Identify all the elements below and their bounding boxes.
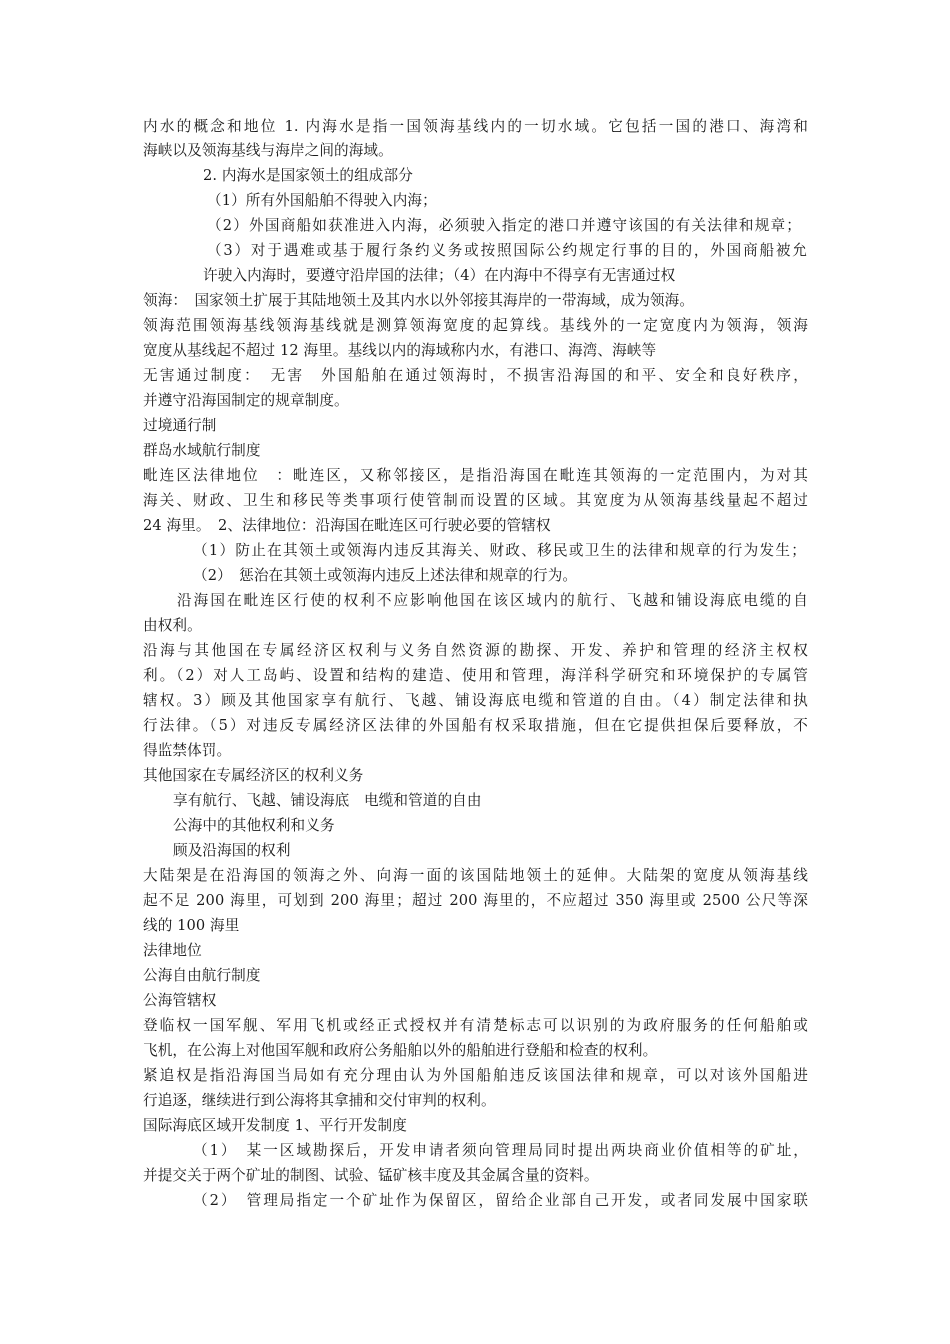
text-line: 海峡以及领海基线与海岸之间的海域。 [143, 142, 393, 159]
text-line: （1）所有外国船舶不得驶入内海； [207, 192, 437, 209]
text-line: 毗连区法律地位 ：毗连区，又称邻接区，是指沿海国在毗连其领海的一定范围内，为对其 [143, 467, 808, 484]
text-line: 过境通行制 [143, 417, 217, 434]
text-line: 内水的概念和地位 1. 内海水是指一国领海基线内的一切水域。它包括一国的港口、海湾和 [143, 118, 808, 135]
text-line: 飞机，在公海上对他国军舰和政府公务船舶以外的船舶进行登船和检查的权利。 [143, 1042, 658, 1059]
text-line: （1）防止在其领土或领海内违反其海关、财政、移民或卫生的法律和规章的行为发生； [193, 542, 806, 559]
text-line: 行追逐，继续进行到公海将其拿捕和交付审判的权利。 [143, 1092, 496, 1109]
text-line: 享有航行、飞越、铺设海底 电缆和管道的自由 [173, 792, 482, 809]
text-line: 群岛水域航行制度 [143, 442, 261, 459]
text-line: 利。（2）对人工岛屿、设置和结构的建造、使用和管理，海洋科学研究和环境保护的专属管 [143, 667, 808, 684]
text-line: 顾及沿海国的权利 [173, 842, 291, 859]
text-line: 由权利。 [143, 617, 202, 634]
text-line: 公海中的其他权利和义务 [173, 817, 335, 834]
text-line: 海关、财政、卫生和移民等类事项行使管制而设置的区域。其宽度为从领海基线量起不超过 [143, 492, 808, 509]
text-line: 并遵守沿海国制定的规章制度。 [143, 392, 349, 409]
text-line: 线的 100 海里 [143, 917, 240, 934]
text-line: 并提交关于两个矿址的制图、试验、锰矿核丰度及其金属含量的资料。 [143, 1167, 599, 1184]
text-line: 国际海底区域开发制度 1、平行开发制度 [143, 1117, 407, 1134]
text-line: 领海： 国家领土扩展于其陆地领土及其内水以外邻接其海岸的一带海域，成为领海。 [143, 292, 695, 309]
text-line: 2. 内海水是国家领土的组成部分 [203, 167, 413, 184]
text-line: 起不足 200 海里，可划到 200 海里；超过 200 海里的，不应超过 350 海里或 2500 公尺等深 [143, 892, 808, 909]
text-line: 得监禁体罚。 [143, 742, 232, 759]
text-line: 沿海与其他国在专属经济区权利与义务自然资源的勘探、开发、养护和管理的经济主权权 [143, 642, 808, 659]
text-line: （2） 惩治在其领土或领海内违反上述法律和规章的行为。 [193, 567, 578, 584]
text-line: 辖权。3）顾及其他国家享有航行、飞越、铺设海底电缆和管道的自由。（4）制定法律和执 [143, 692, 808, 709]
text-line: 登临权一国军舰、军用飞机或经正式授权并有清楚标志可以识别的为政府服务的任何船舶或 [143, 1017, 808, 1034]
text-line: 无害通过制度： 无害 外国船舶在通过领海时，不损害沿海国的和平、安全和良好秩序， [143, 367, 808, 384]
text-line: 领海范围领海基线领海基线就是测算领海宽度的起算线。基线外的一定宽度内为领海，领海 [143, 317, 808, 334]
text-line: 许驶入内海时，要遵守沿岸国的法律；（4）在内海中不得享有无害通过权 [203, 267, 676, 284]
text-line: 公海管辖权 [143, 992, 217, 1009]
text-line: 紧追权是指沿海国当局如有充分理由认为外国船舶违反该国法律和规章，可以对该外国船进 [143, 1067, 808, 1084]
text-line: 法律地位 [143, 942, 202, 959]
text-line: 沿海国在毗连区行使的权利不应影响他国在该区域内的航行、飞越和铺设海底电缆的自 [177, 592, 808, 609]
text-line: （2） 管理局指定一个矿址作为保留区，留给企业部自己开发，或者同发展中国家联 [193, 1192, 808, 1209]
text-line: （3）对于遇难或基于履行条约义务或按照国际公约规定行事的目的，外国商船被允 [207, 242, 807, 259]
text-line: 其他国家在专属经济区的权利义务 [143, 767, 364, 784]
text-line: 行法律。（5）对违反专属经济区法律的外国船有权采取措施，但在它提供担保后要释放，不 [143, 717, 808, 734]
text-line: （2）外国商船如获准进入内海，必须驶入指定的港口并遵守该国的有关法律和规章； [207, 217, 801, 234]
text-line: （1） 某一区域勘探后，开发申请者须向管理局同时提出两块商业价值相等的矿址， [193, 1142, 808, 1159]
text-line: 大陆架是在沿海国的领海之外、向海一面的该国陆地领土的延伸。大陆架的宽度从领海基线 [143, 867, 808, 884]
text-line: 24 海里。 2、法律地位：沿海国在毗连区可行驶必要的管辖权 [143, 517, 551, 534]
text-line: 宽度从基线起不超过 12 海里。基线以内的海域称内水，有港口、海湾、海峡等 [143, 342, 657, 359]
text-line: 公海自由航行制度 [143, 967, 261, 984]
